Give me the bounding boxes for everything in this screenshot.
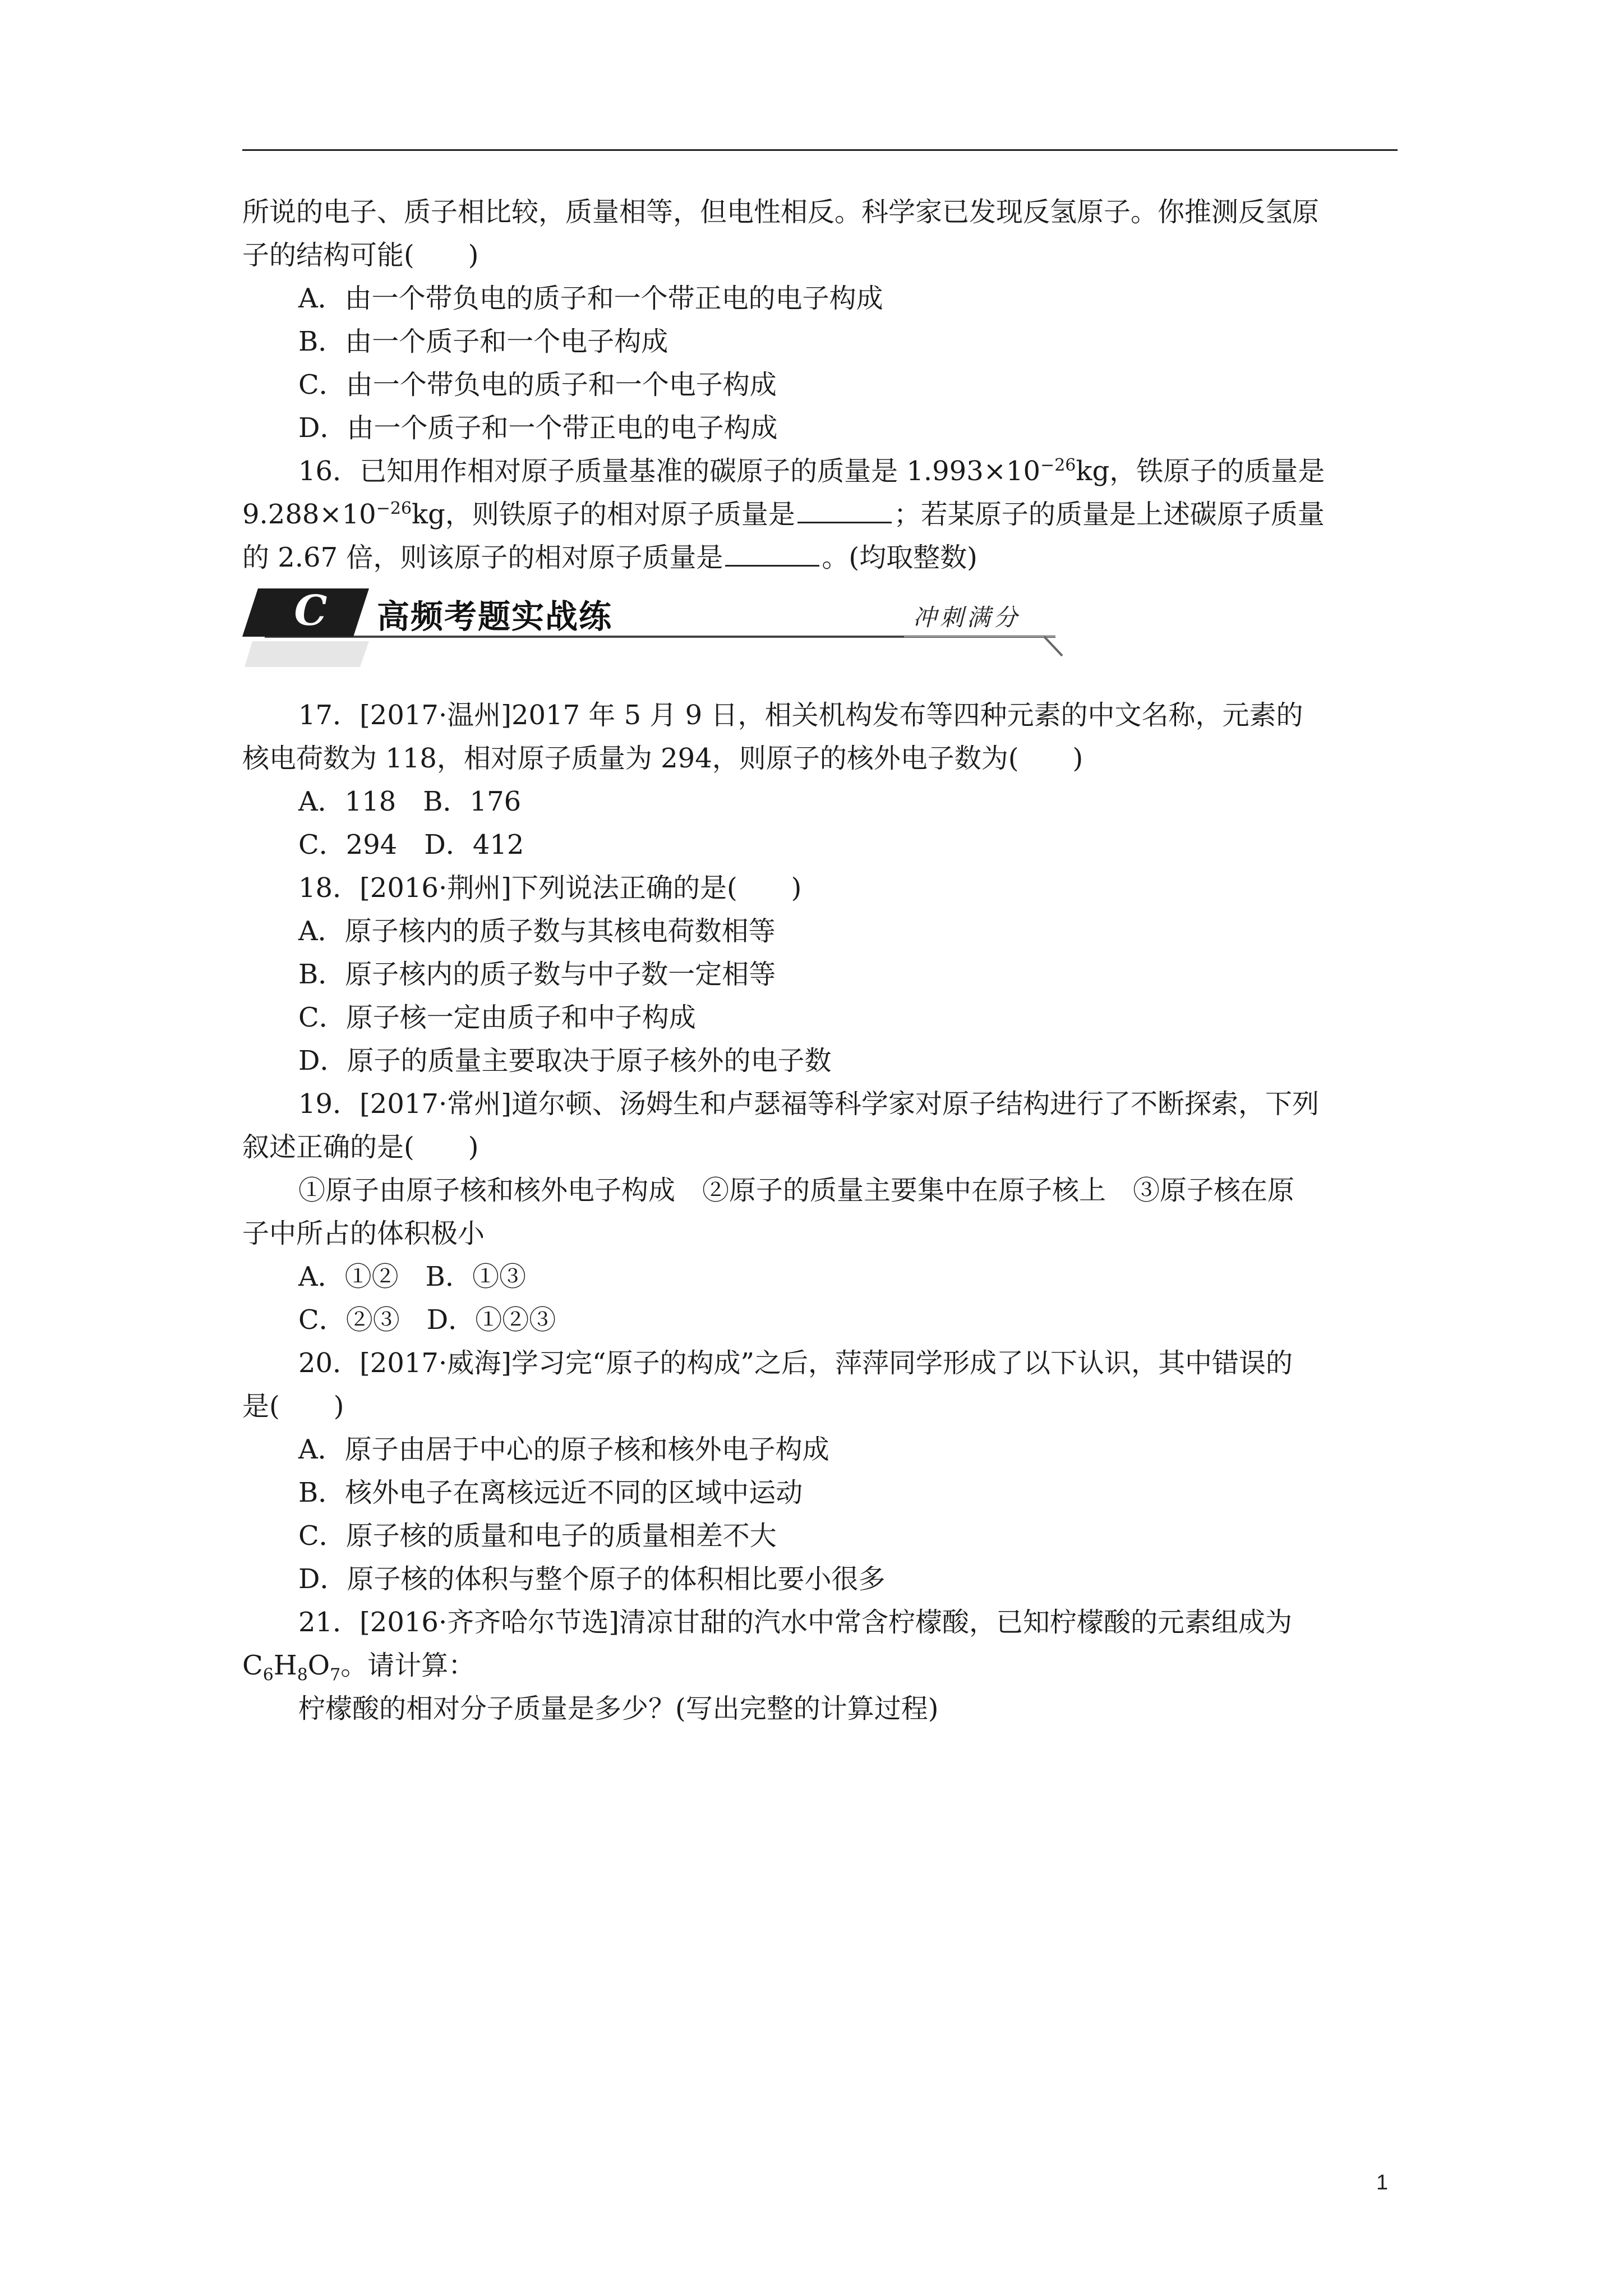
q20-option-c: C．原子核的质量和电子的质量相差不大 — [298, 1520, 777, 1552]
q16-line-1: 16．已知用作相对原子质量基准的碳原子的质量是 $1.993\times 10^{-26}kg$，铁原子的质量是 — [298, 455, 1325, 487]
q15-option-a: A．由一个带负电的质子和一个带正电的电子构成 — [298, 283, 883, 314]
exponent: −26 — [1040, 455, 1076, 475]
q15-option-c: C．由一个带负电的质子和一个电子构成 — [298, 369, 777, 401]
q21-formula-line: $C_6H_8O_7$。请计算： — [242, 1650, 476, 1685]
banner-letter: C — [294, 587, 328, 635]
q20-option-b: B．核外电子在离核远近不同的区域中运动 — [298, 1477, 803, 1508]
answer-blank[interactable] — [797, 499, 892, 523]
q15-option-d: D．由一个质子和一个带正电的电子构成 — [298, 412, 778, 444]
q15-text-line-2: 子的结构可能( ) — [242, 240, 479, 271]
q19-line-1: 19．[2017·常州]道尔顿、汤姆生和卢瑟福等科学家对原子结构进行了不断探索，下列 — [298, 1088, 1319, 1120]
q20-line-2: 是( ) — [242, 1391, 344, 1422]
answer-blank[interactable] — [725, 542, 819, 567]
q17-line-1: 17．[2017·温州]2017 年 5 月 9 日，相关机构发布等四种元素的中文名称，元素的 — [298, 700, 1303, 731]
q20-option-a: A．原子由居于中心的原子核和核外电子构成 — [298, 1434, 829, 1465]
q19-options-ab: A．①② B．①③ — [298, 1261, 526, 1292]
q21-line-3: 柠檬酸的相对分子质量是多少？(写出完整的计算过程) — [298, 1693, 939, 1724]
exponent: −26 — [376, 499, 412, 518]
page-number: 1 — [1376, 2171, 1389, 2194]
q15-text-line-1: 所说的电子、质子相比较，质量相等，但电性相反。科学家已发现反氢原子。你推测反氢原 — [242, 196, 1320, 228]
q16-line-3: 的 2.67 倍，则该原子的相对原子质量是 。(均取整数) — [242, 542, 978, 573]
header-rule — [242, 149, 1398, 151]
section-title: 高频考题实战练 — [377, 597, 613, 636]
formula-element: O — [307, 1650, 330, 1681]
q17-options-ab: A．118 B．176 — [298, 786, 522, 817]
q21-line-1: 21．[2016·齐齐哈尔节选]清凉甘甜的汽水中常含柠檬酸，已知柠檬酸的元素组成为 — [298, 1607, 1292, 1638]
q15-option-b: B．由一个质子和一个电子构成 — [298, 326, 668, 357]
q17-options-cd: C．294 D．412 — [298, 829, 524, 861]
q19-options-cd: C．②③ D．①②③ — [298, 1304, 556, 1336]
q18-option-c: C．原子核一定由质子和中子构成 — [298, 1002, 696, 1033]
q19-line-2: 叙述正确的是( ) — [242, 1131, 479, 1163]
q16-line-2: $9.288\times 10^{-26}kg$，则铁原子的相对原子质量是 ；若某原子的质量是上述碳原子质量 — [242, 499, 1325, 530]
q18-option-b: B．原子核内的质子数与中子数一定相等 — [298, 959, 776, 990]
formula-element: H — [273, 1650, 297, 1681]
q18-line-1: 18．[2016·荆州]下列说法正确的是( ) — [298, 872, 802, 904]
q18-option-a: A．原子核内的质子数与其核电荷数相等 — [298, 915, 776, 947]
page-content — [242, 191, 1398, 1731]
q19-statements-1: ①原子由原子核和核外电子构成 ②原子的质量主要集中在原子核上 ③原子核在原 — [298, 1175, 1295, 1206]
q18-option-d: D．原子的质量主要取决于原子核外的电子数 — [298, 1045, 832, 1076]
formula-element: C — [242, 1650, 263, 1681]
q20-option-d: D．原子核的体积与整个原子的体积相比要小很多 — [298, 1563, 886, 1595]
q20-line-1: 20．[2017·威海]学习完“原子的构成”之后，萍萍同学形成了以下认识，其中错误的 — [298, 1347, 1293, 1379]
q17-line-2: 核电荷数为 118，相对原子质量为 294，则原子的核外电子数为( ) — [242, 743, 1083, 774]
section-subtitle: 冲刺满分 — [913, 604, 1021, 631]
section-banner — [242, 583, 1398, 667]
q19-statements-2: 子中所占的体积极小 — [242, 1218, 485, 1249]
